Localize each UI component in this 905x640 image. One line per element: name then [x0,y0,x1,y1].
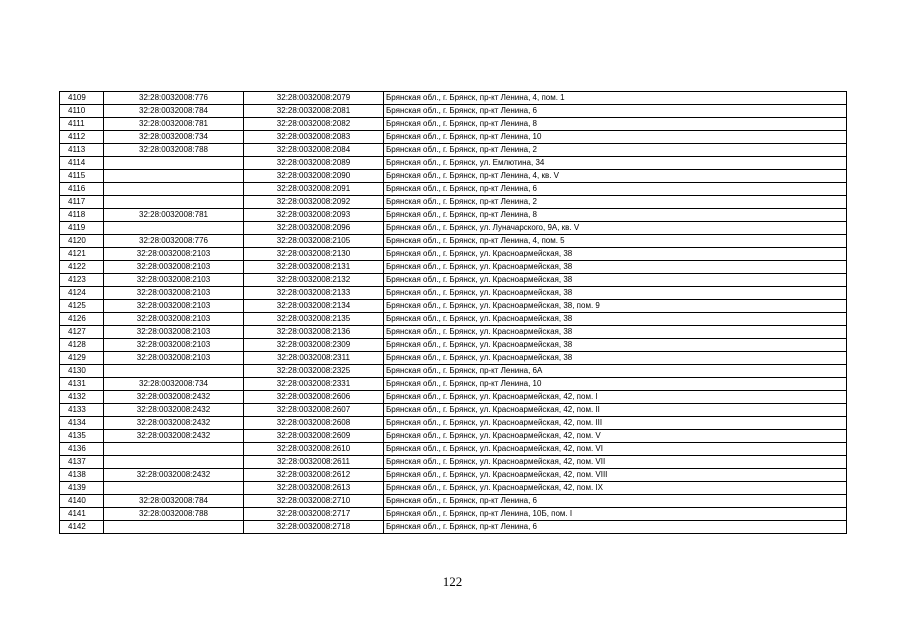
address-cell: Брянская обл., г. Брянск, ул. Красноармейская, 42, пом. III [384,417,847,430]
row-number-cell: 4111 [60,118,104,131]
row-number-cell: 4117 [60,196,104,209]
address-cell: Брянская обл., г. Брянск, пр-кт Ленина, 10Б, пом. I [384,508,847,521]
row-number-cell: 4113 [60,144,104,157]
address-cell: Брянская обл., г. Брянск, пр-кт Ленина, 8 [384,209,847,222]
row-number-cell: 4135 [60,430,104,443]
cadastral-number-cell: 32:28:0032008:2718 [244,521,384,534]
address-cell: Брянская обл., г. Брянск, ул. Емлютина, 34 [384,157,847,170]
cadastral-number-cell: 32:28:0032008:2717 [244,508,384,521]
table-row [60,482,847,495]
table-row [60,196,847,209]
address-cell: Брянская обл., г. Брянск, ул. Красноармейская, 38 [384,326,847,339]
cadastral-number-cell: 32:28:0032008:2133 [244,287,384,300]
address-cell: Брянская обл., г. Брянск, пр-кт Ленина, 2 [384,144,847,157]
cadastral-number-cell: 32:28:0032008:2093 [244,209,384,222]
address-cell: Брянская обл., г. Брянск, пр-кт Ленина, 6 [384,105,847,118]
row-number-cell: 4121 [60,248,104,261]
row-number-cell: 4128 [60,339,104,352]
row-number-cell: 4137 [60,456,104,469]
table-row [60,131,847,144]
row-number-cell: 4129 [60,352,104,365]
cadastral-number-cell: 32:28:0032008:2613 [244,482,384,495]
row-number-cell: 4139 [60,482,104,495]
parent-cadastral-number-cell: 32:28:0032008:781 [104,209,244,222]
row-number-cell: 4131 [60,378,104,391]
cadastral-number-cell: 32:28:0032008:2079 [244,92,384,105]
address-cell: Брянская обл., г. Брянск, пр-кт Ленина, 6 [384,183,847,196]
address-cell: Брянская обл., г. Брянск, пр-кт Ленина, 6А [384,365,847,378]
row-number-cell: 4141 [60,508,104,521]
address-cell: Брянская обл., г. Брянск, пр-кт Ленина, 6 [384,521,847,534]
cadastral-number-cell: 32:28:0032008:2081 [244,105,384,118]
row-number-cell: 4112 [60,131,104,144]
cadastral-number-cell: 32:28:0032008:2136 [244,326,384,339]
table-row [60,443,847,456]
table-row [60,92,847,105]
table-row [60,183,847,196]
address-cell: Брянская обл., г. Брянск, пр-кт Ленина, 10 [384,378,847,391]
cadastral-number-cell: 32:28:0032008:2311 [244,352,384,365]
row-number-cell: 4115 [60,170,104,183]
cadastral-number-cell: 32:28:0032008:2612 [244,469,384,482]
table-row [60,209,847,222]
parent-cadastral-number-cell [104,157,244,170]
table-row [60,339,847,352]
table-row [60,235,847,248]
row-number-cell: 4132 [60,391,104,404]
address-cell: Брянская обл., г. Брянск, пр-кт Ленина, 10 [384,131,847,144]
row-number-cell: 4123 [60,274,104,287]
table-row [60,261,847,274]
cadastral-number-cell: 32:28:0032008:2135 [244,313,384,326]
cadastral-number-cell: 32:28:0032008:2082 [244,118,384,131]
cadastral-number-cell: 32:28:0032008:2309 [244,339,384,352]
row-number-cell: 4136 [60,443,104,456]
table-row [60,170,847,183]
parent-cadastral-number-cell: 32:28:0032008:2432 [104,417,244,430]
parent-cadastral-number-cell [104,521,244,534]
table-row [60,287,847,300]
table-row [60,495,847,508]
page-number: 122 [442,574,463,589]
cadastral-number-cell: 32:28:0032008:2606 [244,391,384,404]
row-number-cell: 4125 [60,300,104,313]
parent-cadastral-number-cell: 32:28:0032008:2432 [104,404,244,417]
address-cell: Брянская обл., г. Брянск, ул. Красноармейская, 38, пом. 9 [384,300,847,313]
cadastral-number-cell: 32:28:0032008:2091 [244,183,384,196]
cadastral-number-cell: 32:28:0032008:2090 [244,170,384,183]
address-cell: Брянская обл., г. Брянск, ул. Красноармейская, 38 [384,339,847,352]
cadastral-number-cell: 32:28:0032008:2134 [244,300,384,313]
parent-cadastral-number-cell: 32:28:0032008:734 [104,378,244,391]
row-number-cell: 4119 [60,222,104,235]
parent-cadastral-number-cell: 32:28:0032008:2103 [104,274,244,287]
address-cell: Брянская обл., г. Брянск, ул. Луначарского, 9А, кв. V [384,222,847,235]
table-row [60,417,847,430]
address-cell: Брянская обл., г. Брянск, ул. Красноармейская, 42, пом. II [384,404,847,417]
cadastral-number-cell: 32:28:0032008:2089 [244,157,384,170]
parent-cadastral-number-cell [104,482,244,495]
address-cell: Брянская обл., г. Брянск, пр-кт Ленина, 6 [384,495,847,508]
cadastral-number-cell: 32:28:0032008:2331 [244,378,384,391]
address-cell: Брянская обл., г. Брянск, ул. Красноармейская, 42, пом. V [384,430,847,443]
cadastral-number-cell: 32:28:0032008:2092 [244,196,384,209]
table-row [60,391,847,404]
address-cell: Брянская обл., г. Брянск, ул. Красноармейская, 42, пом. VI [384,443,847,456]
table-row [60,105,847,118]
row-number-cell: 4142 [60,521,104,534]
address-cell: Брянская обл., г. Брянск, ул. Красноармейская, 38 [384,313,847,326]
cadastral-number-cell: 32:28:0032008:2611 [244,456,384,469]
cadastral-number-cell: 32:28:0032008:2325 [244,365,384,378]
table-row [60,274,847,287]
address-cell: Брянская обл., г. Брянск, ул. Красноармейская, 38 [384,248,847,261]
address-cell: Брянская обл., г. Брянск, ул. Красноармейская, 42, пом. IX [384,482,847,495]
row-number-cell: 4127 [60,326,104,339]
table-row [60,378,847,391]
table-row [60,326,847,339]
parent-cadastral-number-cell [104,365,244,378]
parent-cadastral-number-cell: 32:28:0032008:2103 [104,248,244,261]
parent-cadastral-number-cell: 32:28:0032008:2103 [104,352,244,365]
address-cell: Брянская обл., г. Брянск, пр-кт Ленина, 2 [384,196,847,209]
table-row [60,365,847,378]
table-row [60,352,847,365]
table-row [60,300,847,313]
table-row [60,469,847,482]
parent-cadastral-number-cell: 32:28:0032008:776 [104,92,244,105]
parent-cadastral-number-cell [104,456,244,469]
cadastral-number-cell: 32:28:0032008:2084 [244,144,384,157]
table-row [60,157,847,170]
parent-cadastral-number-cell: 32:28:0032008:2432 [104,430,244,443]
row-number-cell: 4134 [60,417,104,430]
parent-cadastral-number-cell: 32:28:0032008:2103 [104,339,244,352]
row-number-cell: 4110 [60,105,104,118]
address-cell: Брянская обл., г. Брянск, пр-кт Ленина, 4, кв. V [384,170,847,183]
table-row [60,222,847,235]
row-number-cell: 4116 [60,183,104,196]
table-row [60,430,847,443]
parent-cadastral-number-cell [104,222,244,235]
parent-cadastral-number-cell [104,170,244,183]
cadastral-number-cell: 32:28:0032008:2132 [244,274,384,287]
parent-cadastral-number-cell: 32:28:0032008:2103 [104,261,244,274]
table-row [60,508,847,521]
table-row [60,118,847,131]
address-cell: Брянская обл., г. Брянск, ул. Красноармейская, 42, пом. VIII [384,469,847,482]
row-number-cell: 4118 [60,209,104,222]
parent-cadastral-number-cell [104,183,244,196]
table-row [60,404,847,417]
cadastral-number-cell: 32:28:0032008:2607 [244,404,384,417]
cadastral-number-cell: 32:28:0032008:2608 [244,417,384,430]
address-cell: Брянская обл., г. Брянск, пр-кт Ленина, 4, пом. 1 [384,92,847,105]
address-cell: Брянская обл., г. Брянск, ул. Красноармейская, 38 [384,261,847,274]
row-number-cell: 4124 [60,287,104,300]
row-number-cell: 4122 [60,261,104,274]
parent-cadastral-number-cell: 32:28:0032008:734 [104,131,244,144]
cadastral-number-cell: 32:28:0032008:2131 [244,261,384,274]
parent-cadastral-number-cell: 32:28:0032008:2432 [104,469,244,482]
table-row [60,248,847,261]
property-table [59,91,847,534]
row-number-cell: 4130 [60,365,104,378]
parent-cadastral-number-cell: 32:28:0032008:2103 [104,300,244,313]
address-cell: Брянская обл., г. Брянск, ул. Красноармейская, 38 [384,352,847,365]
parent-cadastral-number-cell: 32:28:0032008:2103 [104,326,244,339]
address-cell: Брянская обл., г. Брянск, ул. Красноармейская, 42, пом. VII [384,456,847,469]
parent-cadastral-number-cell: 32:28:0032008:776 [104,235,244,248]
row-number-cell: 4114 [60,157,104,170]
address-cell: Брянская обл., г. Брянск, пр-кт Ленина, 8 [384,118,847,131]
cadastral-number-cell: 32:28:0032008:2609 [244,430,384,443]
row-number-cell: 4133 [60,404,104,417]
address-cell: Брянская обл., г. Брянск, пр-кт Ленина, 4, пом. 5 [384,235,847,248]
row-number-cell: 4138 [60,469,104,482]
table-row [60,456,847,469]
parent-cadastral-number-cell: 32:28:0032008:781 [104,118,244,131]
parent-cadastral-number-cell [104,196,244,209]
parent-cadastral-number-cell: 32:28:0032008:788 [104,144,244,157]
parent-cadastral-number-cell [104,443,244,456]
cadastral-number-cell: 32:28:0032008:2096 [244,222,384,235]
address-cell: Брянская обл., г. Брянск, ул. Красноармейская, 38 [384,274,847,287]
parent-cadastral-number-cell: 32:28:0032008:784 [104,105,244,118]
parent-cadastral-number-cell: 32:28:0032008:2432 [104,391,244,404]
row-number-cell: 4120 [60,235,104,248]
parent-cadastral-number-cell: 32:28:0032008:784 [104,495,244,508]
parent-cadastral-number-cell: 32:28:0032008:2103 [104,313,244,326]
row-number-cell: 4140 [60,495,104,508]
table-row [60,521,847,534]
cadastral-number-cell: 32:28:0032008:2610 [244,443,384,456]
cadastral-number-cell: 32:28:0032008:2130 [244,248,384,261]
address-cell: Брянская обл., г. Брянск, ул. Красноармейская, 38 [384,287,847,300]
address-cell: Брянская обл., г. Брянск, ул. Красноармейская, 42, пом. I [384,391,847,404]
cadastral-number-cell: 32:28:0032008:2105 [244,235,384,248]
table-row [60,313,847,326]
table-row [60,144,847,157]
cadastral-number-cell: 32:28:0032008:2710 [244,495,384,508]
row-number-cell: 4109 [60,92,104,105]
table-body [60,92,847,534]
parent-cadastral-number-cell: 32:28:0032008:788 [104,508,244,521]
cadastral-number-cell: 32:28:0032008:2083 [244,131,384,144]
row-number-cell: 4126 [60,313,104,326]
parent-cadastral-number-cell: 32:28:0032008:2103 [104,287,244,300]
